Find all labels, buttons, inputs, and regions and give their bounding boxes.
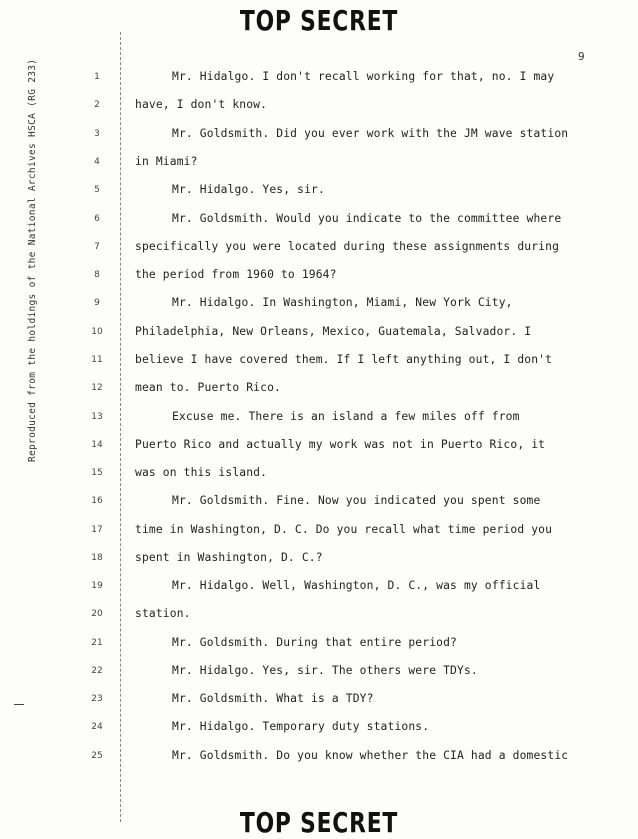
- line-number: 14: [91, 440, 103, 450]
- transcript-line: spent in Washington, D. C.?: [135, 551, 323, 564]
- transcript-line: believe I have covered them. If I left anything out, I don't: [135, 353, 553, 366]
- line-number: 15: [91, 468, 103, 478]
- transcript-line: Mr. Goldsmith. Do you know whether the CIA had a domestic: [172, 749, 569, 762]
- transcript-line: in Miami?: [135, 155, 198, 168]
- line-number: 19: [91, 581, 103, 591]
- line-number: 6: [94, 214, 100, 224]
- page-number: 9: [578, 50, 585, 63]
- line-number: 22: [91, 666, 103, 676]
- line-number: 2: [94, 100, 100, 110]
- transcript-line: Mr. Hidalgo. I don't recall working for that, no. I may: [172, 70, 555, 83]
- margin-rule: [120, 32, 121, 822]
- line-number: 23: [91, 694, 103, 704]
- line-number: 25: [91, 751, 103, 761]
- header-stamp: TOP SECRET: [239, 4, 399, 37]
- line-number: 1: [94, 72, 100, 82]
- line-number: 4: [94, 157, 100, 167]
- transcript-line: was on this island.: [135, 466, 268, 479]
- margin-mark: [14, 704, 24, 705]
- line-number: 7: [94, 242, 100, 252]
- line-number: 21: [91, 638, 103, 648]
- line-number: 8: [94, 270, 100, 280]
- line-number: 12: [91, 383, 103, 393]
- line-number: 9: [94, 298, 100, 308]
- line-number: 5: [94, 185, 100, 195]
- transcript-line: Philadelphia, New Orleans, Mexico, Guatemala, Salvador. I: [135, 325, 532, 338]
- line-number: 11: [91, 355, 103, 365]
- line-number: 17: [91, 525, 103, 535]
- line-number: 24: [91, 722, 103, 732]
- footer-stamp: TOP SECRET: [239, 806, 399, 839]
- transcript-line: Mr. Hidalgo. Well, Washington, D. C., was my official: [172, 579, 541, 592]
- transcript-line: Mr. Goldsmith. During that entire period?: [172, 636, 458, 649]
- line-number: 18: [91, 553, 103, 563]
- transcript-line: Mr. Goldsmith. Would you indicate to the committee where: [172, 212, 562, 225]
- line-number: 3: [94, 129, 100, 139]
- transcript-line: time in Washington, D. C. Do you recall what time period you: [135, 523, 553, 536]
- transcript-line: the period from 1960 to 1964?: [135, 268, 337, 281]
- transcript-line: Mr. Hidalgo. In Washington, Miami, New York City,: [172, 296, 513, 309]
- line-number: 13: [91, 412, 103, 422]
- transcript-line: Mr. Hidalgo. Yes, sir. The others were TDYs.: [172, 664, 478, 677]
- line-number: 20: [91, 609, 103, 619]
- transcript-line: mean to. Puerto Rico.: [135, 381, 281, 394]
- transcript-line: Puerto Rico and actually my work was not in Puerto Rico, it: [135, 438, 546, 451]
- line-number: 16: [91, 496, 103, 506]
- transcript-line: Mr. Goldsmith. What is a TDY?: [172, 692, 374, 705]
- archive-side-note: Reproduced from the holdings of the National Archives HSCA (RG 233): [27, 58, 38, 462]
- line-number: 10: [91, 327, 103, 337]
- transcript-line: specifically you were located during these assignments during: [135, 240, 560, 253]
- transcript-line: Mr. Hidalgo. Temporary duty stations.: [172, 720, 430, 733]
- transcript-line: have, I don't know.: [135, 98, 268, 111]
- transcript-line: Excuse me. There is an island a few miles off from: [172, 410, 520, 423]
- transcript-line: station.: [135, 607, 191, 620]
- transcript-line: Mr. Goldsmith. Did you ever work with the JM wave station: [172, 127, 569, 140]
- transcript-line: Mr. Hidalgo. Yes, sir.: [172, 183, 325, 196]
- transcript-line: Mr. Goldsmith. Fine. Now you indicated you spent some: [172, 494, 541, 507]
